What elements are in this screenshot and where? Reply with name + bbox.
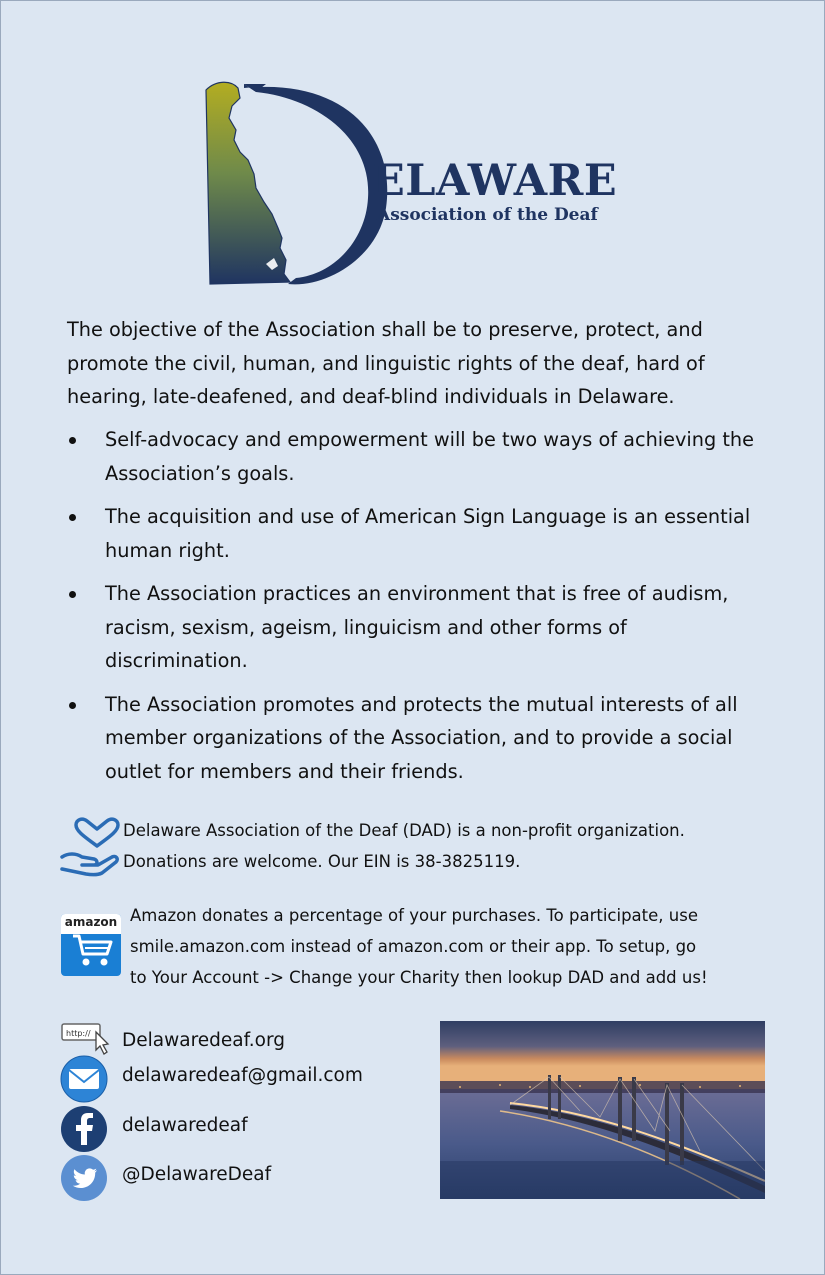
donation-info	[123, 815, 783, 877]
email-text[interactable]: delawaredeaf@gmail.com	[122, 1065, 363, 1086]
email-icon	[60, 1055, 108, 1103]
list-item-text: The Association promotes and protects the mutual interests of all member organizations of the Association, and to provide a social outlet for members and their friends.	[105, 692, 738, 783]
list-item	[60, 423, 765, 490]
facebook-link[interactable]	[60, 1105, 400, 1151]
list-item-text: Self-advocacy and empowerment will be two ways of achieving the Association’s goals.	[105, 428, 755, 485]
list-item-text: The acquisition and use of American Sign Language is an essential human right.	[105, 505, 751, 562]
web-icon-label: http://	[66, 1029, 91, 1038]
donation-line: Delaware Association of the Deaf (DAD) is a non-profit organization.	[123, 821, 685, 840]
twitter-text[interactable]: @DelawareDeaf	[122, 1164, 272, 1185]
facebook-text[interactable]: delawaredeaf	[122, 1115, 248, 1136]
list-item	[60, 500, 765, 567]
email-link[interactable]	[60, 1055, 400, 1101]
heart-hand-icon	[60, 815, 122, 877]
facebook-icon	[60, 1105, 108, 1153]
amazon-icon-label: amazon	[61, 914, 121, 934]
delaware-state-shape	[206, 82, 290, 284]
bullet-icon	[69, 437, 76, 444]
amazon-line: to Your Account -> Change your Charity then lookup DAD and add us!	[130, 968, 708, 987]
donation-line: Donations are welcome. Our EIN is 38-3825119.	[123, 852, 521, 871]
twitter-icon	[60, 1154, 108, 1202]
bullet-icon	[69, 702, 76, 709]
logo-subtitle: Association of the Deaf	[377, 205, 598, 225]
amazon-smile-info	[130, 900, 790, 993]
list-item-text: The Association practices an environment that is free of audism, racism, sexism, ageism, linguicism and other forms of discrimination.	[105, 582, 729, 672]
amazon-line: Amazon donates a percentage of your purchases. To participate, use	[130, 906, 698, 925]
logo-wordmark: ELAWARE	[372, 156, 618, 206]
website-text[interactable]: Delawaredeaf.org	[122, 1030, 286, 1051]
list-item	[60, 688, 765, 789]
objective-paragraph: The objective of the Association shall be to preserve, protect, and promote the civil, human, and linguistic rights of the deaf, hard of hearing, late-deafened, and deaf-blind individuals in Delaware.	[67, 318, 705, 408]
bullet-icon	[69, 514, 76, 521]
amazon-cart-icon	[61, 914, 121, 976]
list-item	[60, 577, 765, 678]
amazon-line: smile.amazon.com instead of amazon.com or their app. To setup, go	[130, 937, 697, 956]
bridge-photo	[440, 1021, 765, 1199]
twitter-link[interactable]	[60, 1154, 400, 1200]
logo	[196, 78, 636, 294]
goals-list	[60, 423, 765, 798]
bullet-icon	[69, 591, 76, 598]
